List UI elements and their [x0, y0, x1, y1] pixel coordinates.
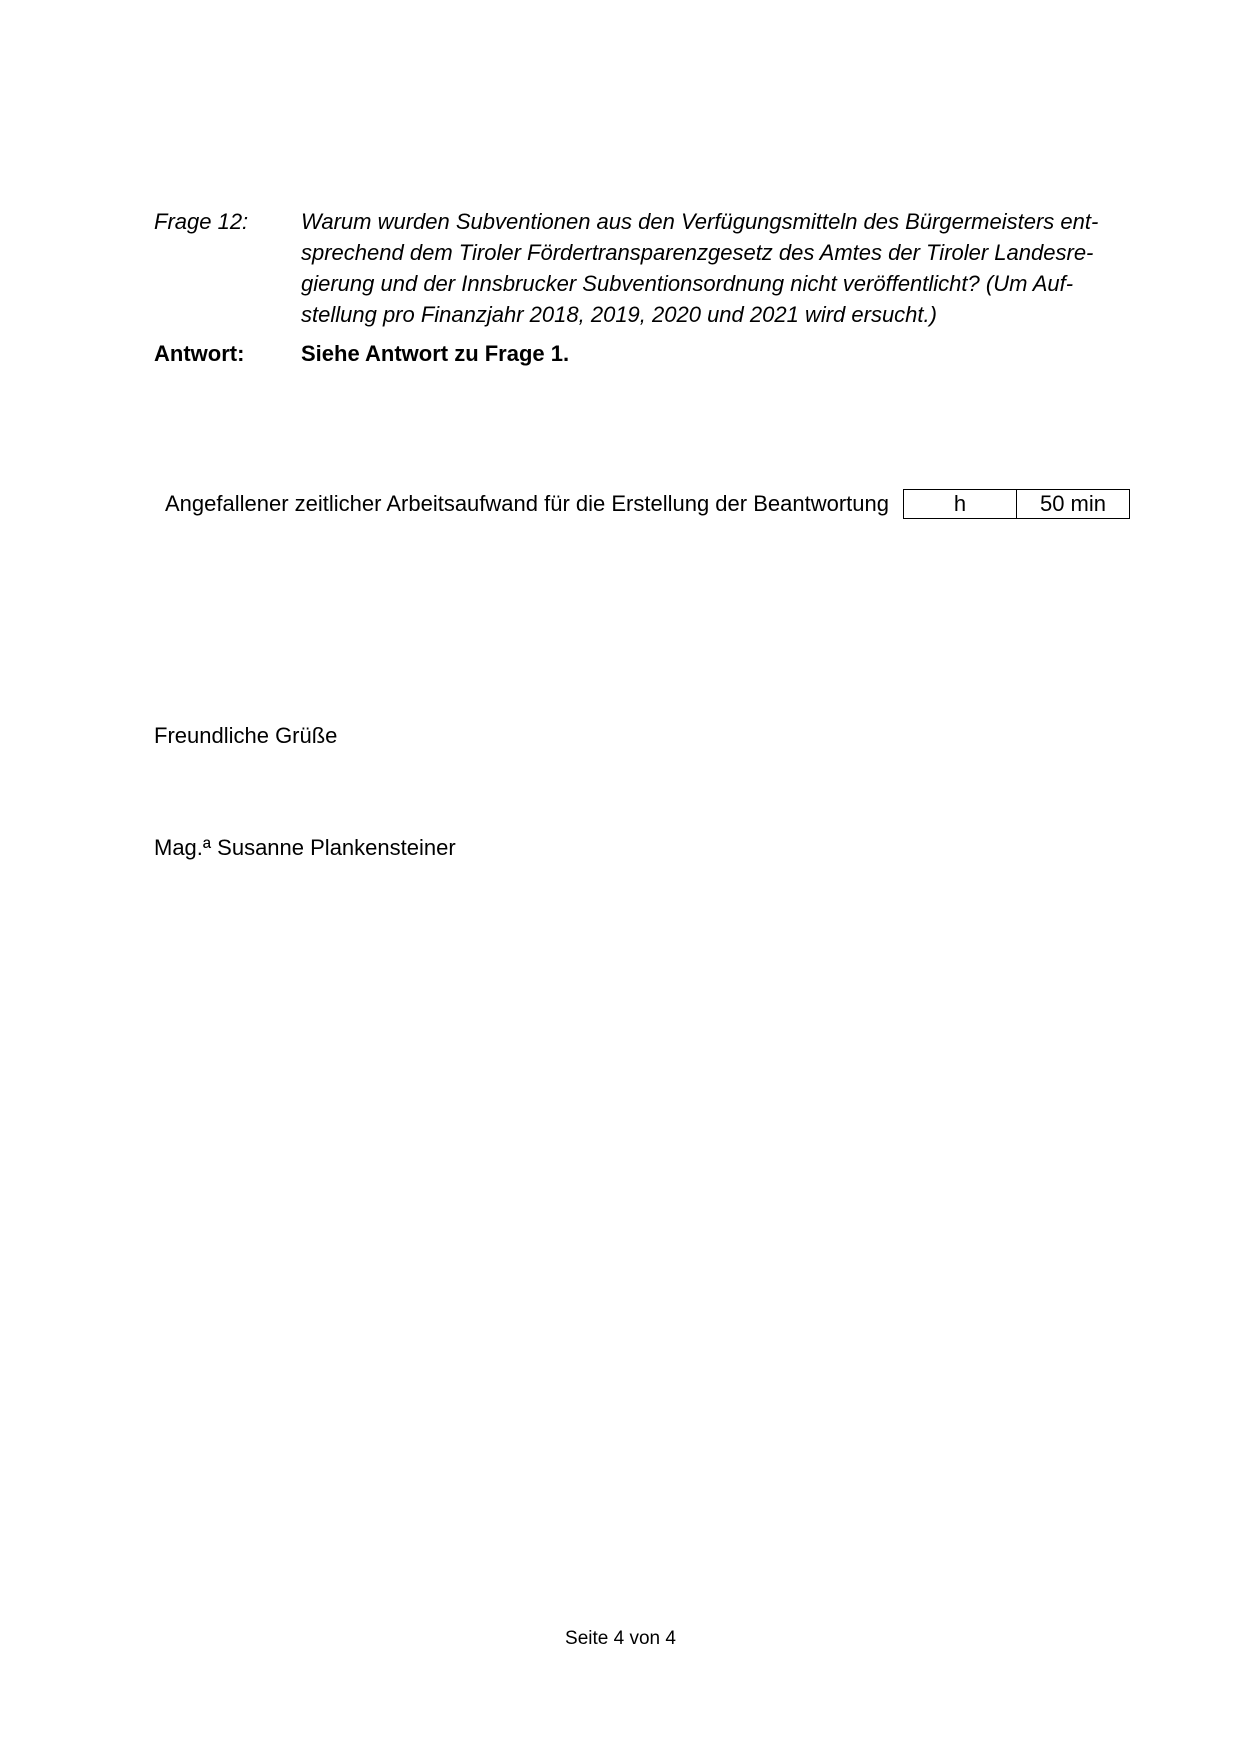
work-effort-row: [165, 489, 1130, 519]
question-line: sprechend dem Tiroler Fördertransparenzgesetz des Amtes der Tiroler Landesre-: [301, 240, 1094, 265]
question-line: Warum wurden Subventionen aus den Verfügungsmitteln des Bürgermeisters ent-: [301, 209, 1099, 234]
question-line: stellung pro Finanzjahr 2018, 2019, 2020 und 2021 wird ersucht.): [301, 302, 937, 327]
closing-greeting: Freundliche Grüße: [154, 723, 338, 748]
effort-hours-cell: h: [953, 491, 967, 516]
answer-row: [154, 338, 1164, 369]
effort-minutes-cell: 50 min: [1016, 490, 1129, 518]
work-effort-table: [903, 489, 1130, 519]
answer-text: Siehe Antwort zu Frage 1.: [301, 341, 570, 366]
signature-name: Mag.ª Susanne Plankensteiner: [154, 835, 456, 860]
question-line: gierung und der Innsbrucker Subventionsordnung nicht veröffentlicht? (Um Auf-: [301, 271, 1074, 296]
page-footer: Seite 4 von 4: [565, 1628, 676, 1649]
question-text: [301, 206, 1131, 330]
work-effort-label: Angefallener zeitlicher Arbeitsaufwand für die Erstellung der Beantwortung: [165, 491, 889, 516]
question-answer-block: [154, 206, 1164, 369]
question-row: [154, 206, 1164, 330]
answer-label: Antwort:: [154, 341, 245, 366]
question-label: Frage 12:: [154, 209, 249, 234]
